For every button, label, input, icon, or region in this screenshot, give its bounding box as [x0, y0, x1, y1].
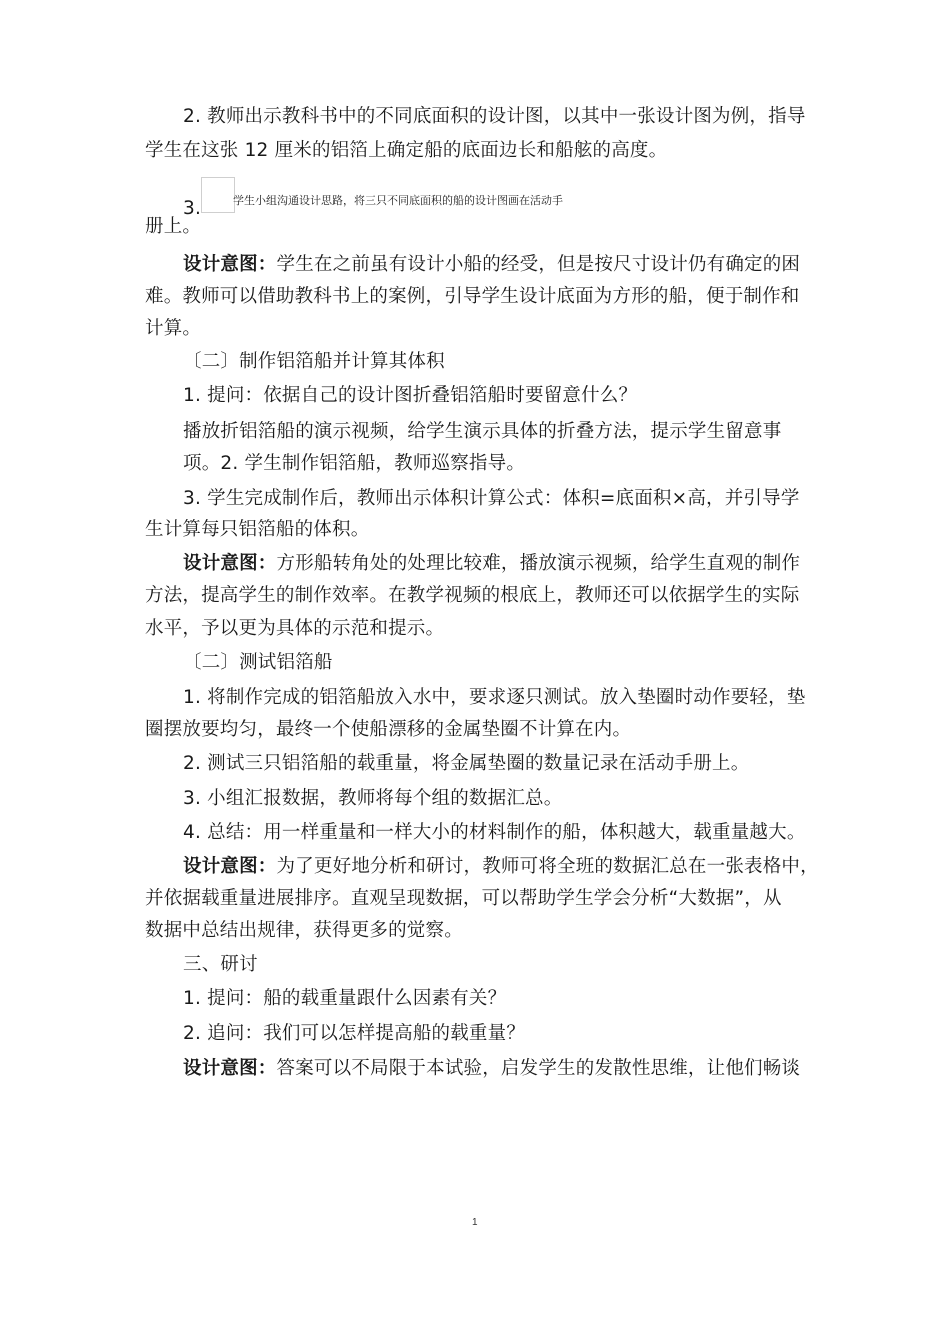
small-text-line: 学生小组沟通设计思路，将三只不同底面积的船的设计图画在活动手 [233, 194, 563, 207]
section-heading: 三、研讨 [183, 954, 258, 975]
paragraph-line: 1. 提问：船的载重量跟什么因素有关？ [183, 988, 507, 1009]
paragraph-line: 1. 将制作完成的铝箔船放入水中，要求逐只测试。放入垫圈时动作要轻，垫 [183, 687, 806, 708]
design-intent-text: 学生在之前虽有设计小船的经受，但是按尺寸设计仍有确定的困 [276, 254, 801, 275]
paragraph-line: 并依据载重量进展排序。直观呈现数据，可以帮助学生学会分析“大数据”，从 [145, 888, 782, 909]
paragraph-line: 2. 追问：我们可以怎样提高船的载重量？ [183, 1023, 526, 1044]
section-heading: 〔二〕制作铝箔船并计算其体积 [183, 351, 445, 372]
paragraph-line: 水平，予以更为具体的示范和提示。 [145, 618, 445, 639]
paragraph-line: 数据中总结出规律，获得更多的觉察。 [145, 920, 463, 941]
design-intent-line [183, 551, 800, 577]
paragraph-line: 圈摆放要均匀，最终一个使船漂移的金属垫圈不计算在内。 [145, 719, 632, 740]
paragraph-line: 学生在这张 12 厘米的铝箔上确定船的底面边长和船舷的高度。 [145, 140, 668, 161]
paragraph-line: 项。2. 学生制作铝箔船，教师巡察指导。 [183, 453, 526, 474]
design-intent-label: 设计意图： [183, 254, 277, 275]
paragraph-line: 2. 测试三只铝箔船的载重量，将金属垫圈的数量记录在活动手册上。 [183, 753, 750, 774]
design-intent-text: 答案可以不局限于本试验，启发学生的发散性思维，让他们畅谈 [276, 1058, 801, 1079]
design-intent-label: 设计意图： [183, 553, 277, 574]
design-intent-text: 为了更好地分析和研讨，教师可将全班的数据汇总在一张表格中， [276, 856, 819, 877]
paragraph-line: 4. 总结：用一样重量和一样大小的材料制作的船，体积越大，载重量越大。 [183, 822, 806, 843]
design-intent-line [183, 854, 819, 880]
design-intent-line [183, 1056, 800, 1082]
paragraph-line: 1. 提问：依据自己的设计图折叠铝箔船时要留意什么？ [183, 385, 638, 406]
section-heading: 〔二〕测试铝箔船 [183, 652, 333, 673]
paragraph-line: 播放折铝箔船的演示视频，给学生演示具体的折叠方法，提示学生留意事 [183, 421, 782, 442]
paragraph-line: 生计算每只铝箔船的体积。 [145, 519, 370, 540]
paragraph-line: 方法，提高学生的制作效率。在教学视频的根底上，教师还可以依据学生的实际 [145, 585, 800, 606]
paragraph-line: 册上。 [145, 216, 202, 237]
paragraph-line: 2. 教师出示教科书中的不同底面积的设计图，以其中一张设计图为例，指导 [183, 106, 806, 127]
paragraph-line: 计算。 [145, 318, 202, 339]
page-number: 1 [472, 1217, 478, 1228]
design-intent-label: 设计意图： [183, 1058, 277, 1079]
paragraph-line: 难。教师可以借助教科书上的案例，引导学生设计底面为方形的船，便于制作和 [145, 286, 800, 307]
paragraph-line: 3. 小组汇报数据，教师将每个组的数据汇总。 [183, 788, 563, 809]
design-intent-label: 设计意图： [183, 856, 277, 877]
design-intent-line [183, 252, 800, 278]
paragraph-line: 3. 学生完成制作后，教师出示体积计算公式：体积=底面积×高，并引导学 [183, 488, 800, 509]
image-placeholder [201, 177, 235, 213]
list-number: 3. [183, 198, 202, 219]
design-intent-text: 方形船转角处的处理比较难，播放演示视频，给学生直观的制作 [276, 553, 801, 574]
